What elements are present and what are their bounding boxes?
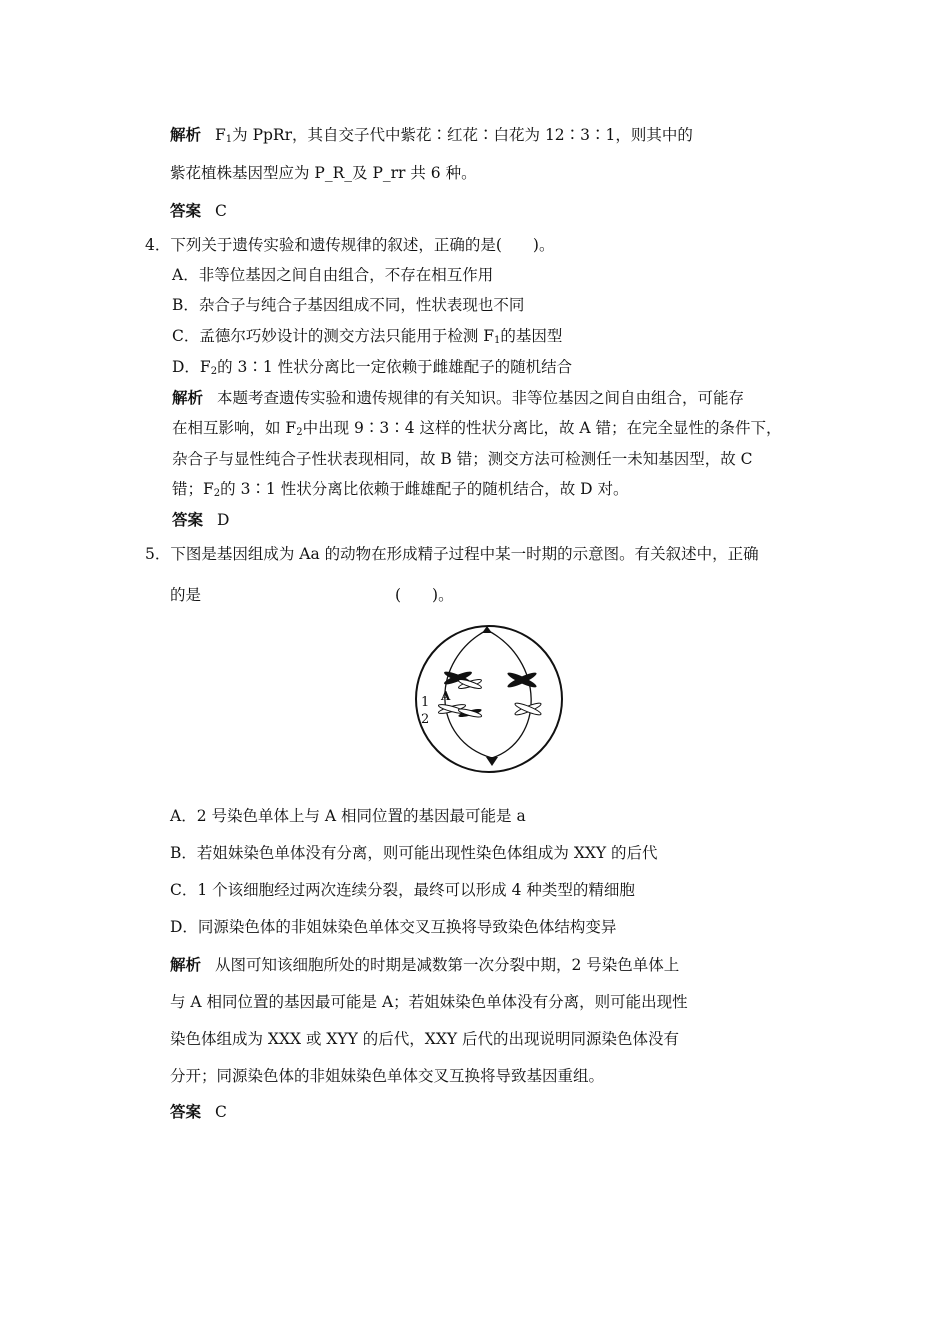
answer-blank: ( )。: [395, 586, 454, 604]
answer-line: [172, 509, 229, 531]
option-a: A．非等位基因之间自由组合，不存在相互作用: [172, 266, 494, 284]
analysis-label: 解析: [170, 956, 202, 974]
option-b: B．若姐妹染色单体没有分离，则可能出现性染色体组成为 XXY 的后代: [170, 844, 658, 862]
label-A: A: [441, 689, 451, 703]
analysis-line: 解析 从图可知该细胞所处的时期是减数第一次分裂中期，2 号染色单体上: [170, 956, 680, 974]
answer-label: 答案: [170, 1103, 202, 1121]
option-c: C．孟德尔巧妙设计的测交方法只能用于检测 $F_1$的基因型: [172, 327, 563, 346]
chromosome-dark-right: [506, 670, 538, 690]
analysis-line: 在相互影响，如 $F_2$中出现 9∶3∶4 这样的性状分离比，故 A 错；在完全显性的条件下，: [172, 419, 782, 438]
analysis-line: 杂合子与显性纯合子性状表现相同，故 B 错；测交方法可检测任一未知基因型，故 C: [172, 450, 753, 468]
spindle-fiber: [445, 630, 492, 758]
answer-line: [170, 200, 227, 222]
question-stem: 的是: [170, 586, 202, 604]
answer-value: C: [215, 1103, 227, 1121]
analysis-line: 分开；同源染色体的非姐妹染色单体交叉互换将导致基因重组。: [170, 1067, 605, 1085]
answer-line: [170, 1101, 227, 1123]
option-d: D．$F_2$的 3∶1 性状分离比一定依赖于雌雄配子的随机结合: [172, 358, 573, 377]
option-d: D．同源染色体的非姐妹染色单体交叉互换将导致染色体结构变异: [170, 918, 617, 936]
option-c: C．1 个该细胞经过两次连续分裂，最终可以形成 4 种类型的精细胞: [170, 881, 635, 899]
answer-value: C: [215, 202, 227, 220]
option-b: B．杂合子与纯合子基因组成不同，性状表现也不同: [172, 296, 525, 314]
question-stem: 4．下列关于遗传实验和遗传规律的叙述，正确的是( )。: [145, 236, 555, 254]
analysis-line: 与 A 相同位置的基因最可能是 A；若姐妹染色单体没有分离，则可能出现性: [170, 993, 688, 1011]
chromosome-light-lower-right: [514, 701, 542, 717]
cell-membrane: [416, 626, 562, 772]
answer-label: 答案: [170, 202, 202, 220]
label-2: 2: [421, 712, 430, 727]
analysis-line: 错；$F_2$的 3∶1 性状分离比依赖于雌雄配子的随机结合，故 D 对。: [172, 480, 629, 499]
answer-label: 答案: [172, 511, 204, 529]
spindle-fiber: [487, 630, 531, 758]
analysis-line: 紫花植株基因型应为 P_R_及 P_rr 共 6 种。: [170, 164, 477, 182]
analysis-line: 解析 本题考查遗传实验和遗传规律的有关知识。非等位基因之间自由组合，可能存: [172, 389, 745, 407]
option-a: A．2 号染色单体上与 A 相同位置的基因最可能是 a: [170, 807, 526, 825]
meiosis-cell-diagram: [410, 620, 568, 778]
chromosome-light-left: [458, 678, 482, 690]
question-stem: 5．下图是基因组成为 Aa 的动物在形成精子过程中某一时期的示意图。有关叙述中，正确: [145, 545, 759, 563]
centriole-bottom: [486, 757, 498, 766]
answer-value: D: [217, 511, 230, 529]
label-1: 1: [421, 695, 430, 710]
analysis-label: 解析: [172, 389, 204, 407]
analysis-label: 解析: [170, 126, 202, 144]
analysis-line: 解析 $F_1$为 PpRr，其自交子代中紫花∶红花∶白花为 12∶3∶1，则其中的: [170, 126, 693, 145]
chromosome-dark-lower-left: [458, 707, 483, 718]
analysis-line: 染色体组成为 XXX 或 XYY 的后代，XXY 后代的出现说明同源染色体没有: [170, 1030, 680, 1048]
